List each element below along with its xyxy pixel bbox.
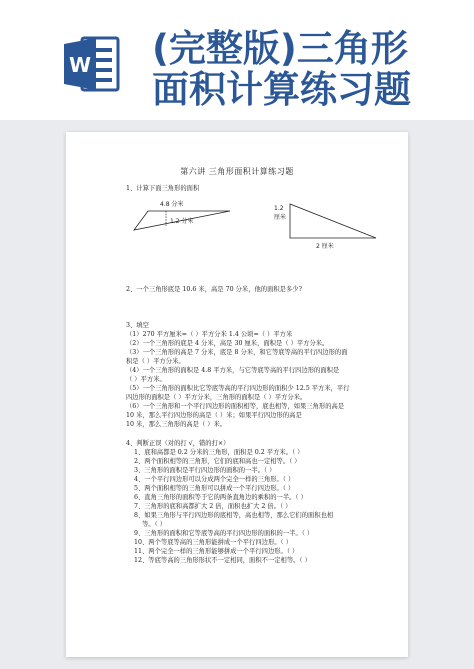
q3-line: （ ）平方米。 — [126, 376, 166, 383]
q3-line: （3）一个三角形的高是 7 分米，底是 8 分米，和它等底等高的平行四边形的面 — [126, 349, 348, 356]
q4-item: 3、三角形的面积是平行四边形的面积的一半。（ ） — [134, 467, 276, 474]
q3-line: （5）一个三角形的面积比它等底等高的平行四边形的面积少 12.5 平方米，平行 — [126, 385, 350, 392]
q3-line: 10 米，那么平行四边形的高是（ ）米；如果平行四边形的高是 — [126, 412, 302, 419]
q2-text: 2、一个三角形底是 10.6 米，高是 70 分米，他的面积是多少? — [126, 286, 302, 293]
page-header — [0, 0, 474, 120]
triangle-figure-2 — [268, 198, 388, 253]
q3-line: （1）270 平方厘米=（ ）平方分米 1.4 公顷=（ ）平方米 — [126, 331, 293, 338]
q4-item: 8、如果三角形与平行四边形的底相等，高也相等，那么它们的面积也相 — [134, 512, 334, 519]
svg-text:W: W — [68, 53, 92, 77]
q4-item: 5、两个面积相等的三角形可以拼成一个平行四边形。（ ） — [134, 485, 295, 492]
q3-heading: 3、填空 — [126, 322, 149, 329]
q3-line: （4）一个三角形的面积是 4.8 平方米，与它等底等高的平行四边形的面积是 — [126, 367, 340, 374]
worksheet-title: 第六讲 三角形面积计算练习题 — [180, 167, 294, 176]
document-title-line1: (完整版)三角形 — [152, 27, 408, 70]
q4-item: 7、三角形的底和高都扩大 2 倍，面积也扩大 2 倍。（ ） — [134, 503, 292, 510]
fig1-base-label: 4.8 分米 — [160, 201, 184, 208]
q4-item: 9、三角形的面积和它等底等高的平行四边形的面积的一半。（ ） — [134, 530, 314, 537]
triangle-figure-1 — [130, 198, 240, 236]
q3-line: （6）一个三角形和一个平行四边形的面积相等，底也相等，如果三角形的高是 — [126, 403, 345, 410]
fig2-base-label: 2 厘米 — [316, 243, 334, 250]
q3-line: 积是（ ）平方分米。 — [126, 358, 185, 365]
q3-line: 四边形的面积是（ ）平方分米，三角形的面积是（ ）平方分米。 — [126, 394, 307, 401]
fig2-height-number: 1.2 — [274, 205, 284, 212]
fig1-height-label: 1.2 分米 — [170, 218, 194, 225]
q4-item: 2、两个面积相等的三角形，它们的底和高也一定相等。（ ） — [134, 458, 301, 465]
q4-item: 10、两个等底等高的三角形能拼成一个平行四边形。（ ） — [134, 539, 292, 546]
document-page — [66, 132, 408, 657]
q3-line: 10 米，那么三角形的高是（ ）米。 — [126, 421, 227, 428]
q4-item: 6、直角三角形的面积等于它的两条直角边的乘积的一半。（ ） — [134, 494, 307, 501]
q4-item: 等。（ ） — [142, 521, 167, 528]
fig2-height-unit: 厘米 — [274, 214, 287, 221]
q4-item: 4、一个平行四边形可以分成两个完全一样的三角形。（ ） — [134, 476, 295, 483]
q3-line: （2）一个三角形的底是 4 分米，高是 30 厘米，面积是（ ）平方分米。 — [126, 340, 329, 347]
q4-item: 12、等底等高的三角形形状不一定相同，面积不一定相等。（ ） — [134, 557, 311, 564]
q4-heading: 4、判断正误（对的打 √，错的打×） — [126, 440, 230, 447]
word-doc-icon — [62, 34, 122, 94]
q4-item: 1、底和高都是 0.2 分米的三角形，面积是 0.2 平方米。（ ） — [134, 449, 304, 456]
q1-prompt: 1、计算下面三角形的面积 — [126, 185, 200, 192]
document-title — [152, 28, 411, 110]
q4-item: 11、两个完全一样的三角形能够拼成一个平行四边形。（ ） — [134, 548, 299, 555]
document-title-line2: 面积计算练习题 — [152, 68, 411, 111]
